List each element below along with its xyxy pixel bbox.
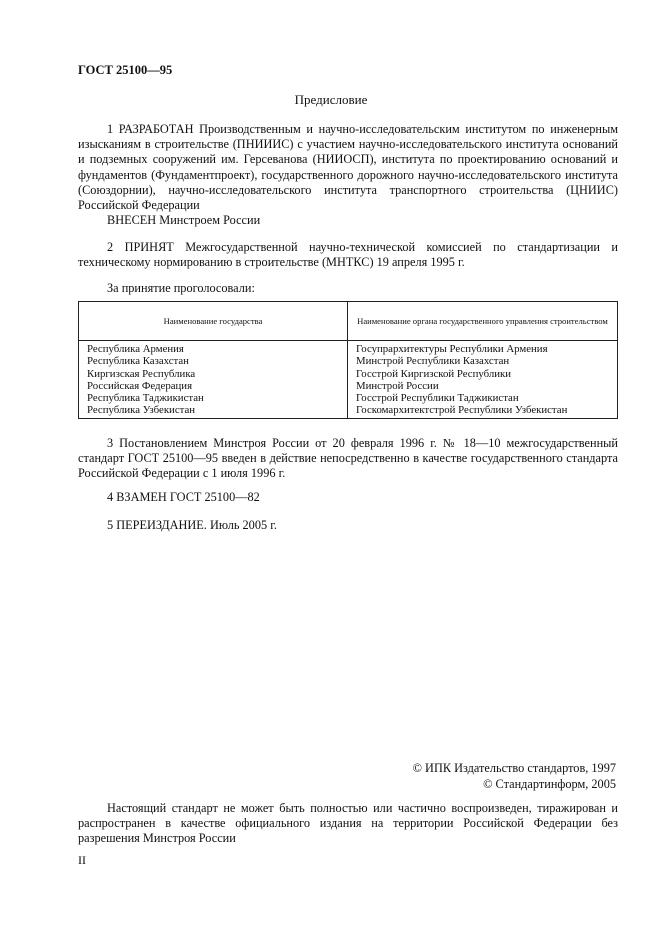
copyright-line: © Стандартинформ, 2005 <box>483 777 616 791</box>
reproduction-notice: Настоящий стандарт не может быть полностью или частично воспроизведен, тиражирован и распространен в качестве официального издания на территории Российской Федерации без разрешения Минстроя России <box>78 801 618 846</box>
table-header-row <box>79 302 618 341</box>
table-row <box>79 392 618 404</box>
state-cell: Киргизская Республика <box>79 368 348 380</box>
state-cell: Республика Узбекистан <box>79 404 348 418</box>
page-number: II <box>78 853 86 867</box>
copyright-line: © ИПК Издательство стандартов, 1997 <box>412 761 616 775</box>
preface-title: Предисловие <box>294 92 368 107</box>
authority-cell: Минстрой России <box>348 380 618 392</box>
document-code: ГОСТ 25100—95 <box>78 63 173 77</box>
table-row <box>79 380 618 392</box>
item-2-adopted: 2 ПРИНЯТ Межгосударственной научно-технической комиссией по стандартизации и техническому нормированию в строительстве (МНТКС) 19 апреля 1995 г. <box>78 240 618 270</box>
table-row <box>79 404 618 418</box>
authority-cell: Госстрой Киргизской Республики <box>348 368 618 380</box>
table-row <box>79 368 618 380</box>
item-4-replaces: 4 ВЗАМЕН ГОСТ 25100—82 <box>107 490 260 504</box>
state-cell: Республика Армения <box>79 341 348 356</box>
item-1-developed: 1 РАЗРАБОТАН Производственным и научно-исследовательским институтом по инженерным изысканиям в строительстве (ПНИИИС) с участием научно-исследовательского института оснований и подземных сооружений им. Герсеванова (НИИОСП), института по проектированию оснований и фундаментов (Фундаментпроект), государственного дорожного научно-исследовательского института (Союздорнии), научно-исследовательского института транспортного строительства (ЦНИИС) Российской Федерации <box>78 122 618 213</box>
copyright-block <box>413 760 616 792</box>
voted-label: За принятие проголосовали: <box>107 281 255 295</box>
state-cell: Республика Казахстан <box>79 355 348 367</box>
authority-cell: Госстрой Республики Таджикистан <box>348 392 618 404</box>
table-header-state: Наименование государства <box>79 302 348 341</box>
state-cell: Российская Федерация <box>79 380 348 392</box>
authority-cell: Госупрархитектуры Республики Армения <box>348 341 618 356</box>
item-3-enacted: 3 Постановлением Минстроя России от 20 февраля 1996 г. № 18—10 межгосударственный стандарт ГОСТ 25100—95 введен в действие непосредственно в качестве государственного стандарта Российской Федерации с 1 июля 1996 г. <box>78 436 618 481</box>
table-row <box>79 341 618 356</box>
introduced-line: ВНЕСЕН Минстроем России <box>107 213 261 227</box>
table-row <box>79 355 618 367</box>
state-cell: Республика Таджикистан <box>79 392 348 404</box>
authority-cell: Госкомархитектстрой Республики Узбекистан <box>348 404 618 418</box>
voting-table <box>78 301 618 419</box>
item-5-reissue: 5 ПЕРЕИЗДАНИЕ. Июль 2005 г. <box>107 518 277 532</box>
table-header-authority: Наименование органа государственного управления строительством <box>348 302 618 341</box>
authority-cell: Минстрой Республики Казахстан <box>348 355 618 367</box>
